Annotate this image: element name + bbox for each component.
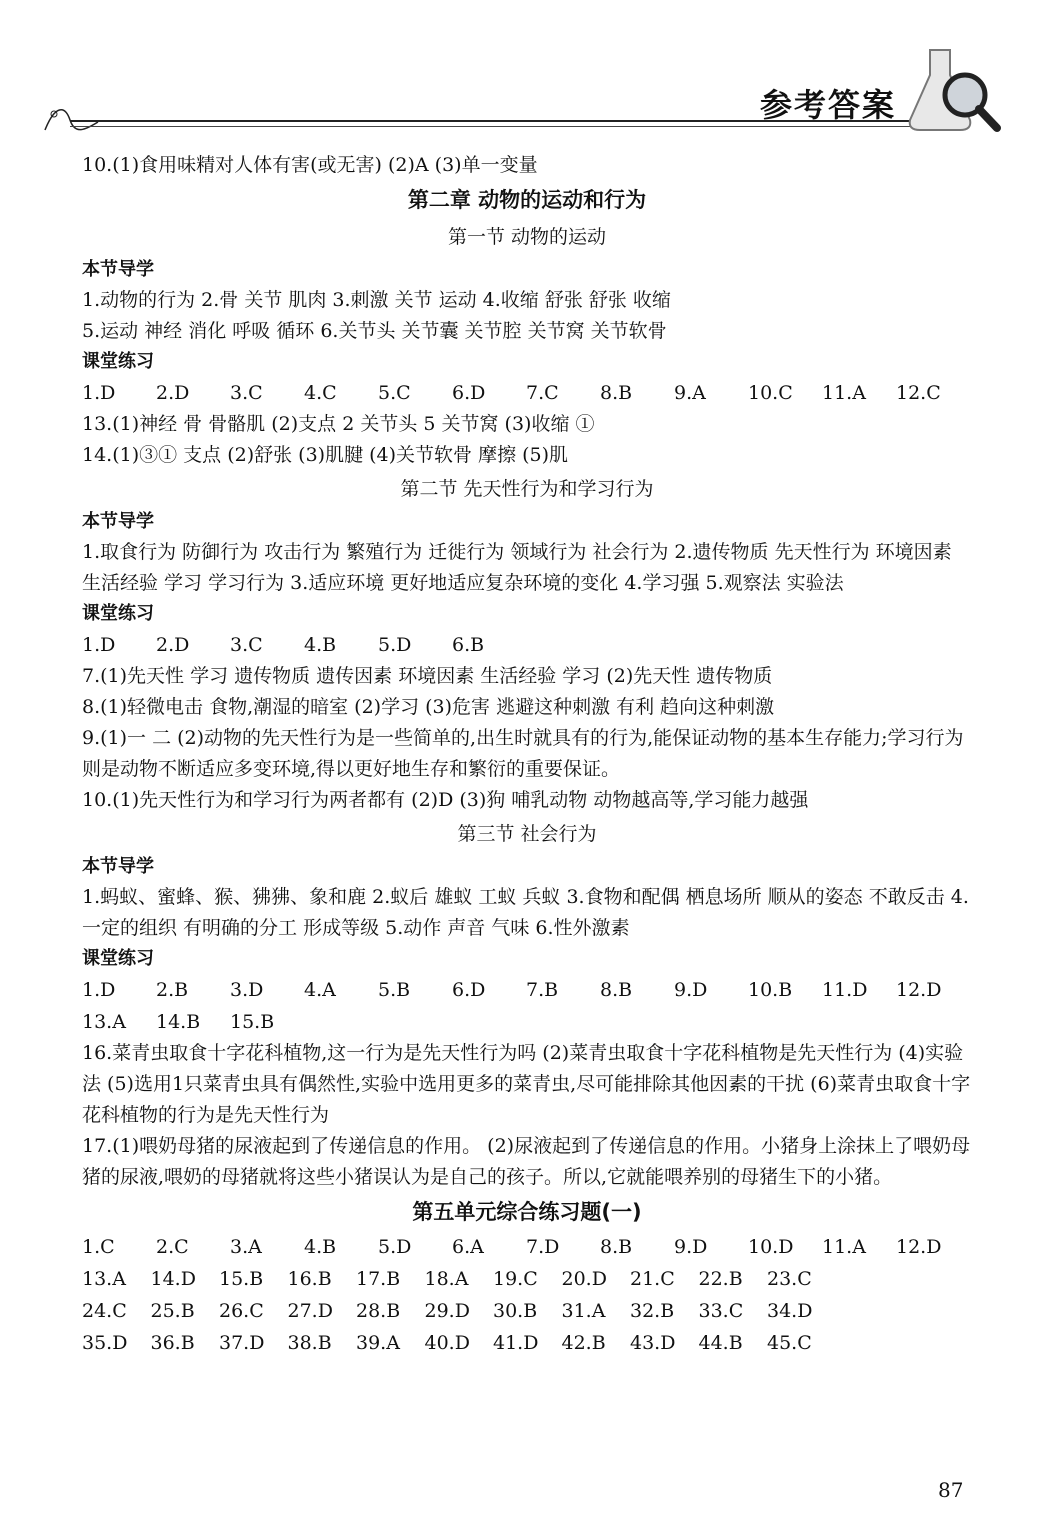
- mc-answer: 11.D: [822, 979, 868, 1001]
- mc-answer: 31.A: [561, 1300, 606, 1322]
- mc-answer: 9.A: [674, 382, 706, 404]
- mc-answer: 12.C: [896, 382, 941, 404]
- subheading-guide: 本节导学: [82, 259, 154, 280]
- answer-paragraph: 1.取食行为 防御行为 攻击行为 繁殖行为 迁徙行为 领域行为 社会行为 2.遗传物质 先天性行为 环境因素 生活经验 学习 学习行为 3.适应环境 更好地适应复杂环境的变化 4.学习强 5.观察法 实验法: [82, 541, 952, 594]
- mc-answer: 42.B: [561, 1332, 606, 1354]
- mc-answer: 2.B: [156, 979, 189, 1001]
- mc-answer: 22.B: [698, 1268, 743, 1290]
- answer-line: 10.(1)食用味精对人体有害(或无害) (2)A (3)单一变量: [82, 154, 538, 176]
- mc-answer: 10.D: [748, 1236, 794, 1258]
- mc-answer: 10.B: [748, 979, 793, 1001]
- mc-answer: 26.C: [219, 1300, 264, 1322]
- page-number: 87: [938, 1478, 964, 1502]
- mc-answer: 7.D: [526, 1236, 560, 1258]
- answer-line: 1.动物的行为 2.骨 关节 肌肉 3.刺激 关节 运动 4.收缩 舒张 舒张 收缩: [82, 289, 671, 311]
- mc-answer: 14.B: [156, 1011, 201, 1033]
- mc-answer: 5.D: [378, 634, 412, 656]
- mc-answer: 1.C: [82, 1236, 115, 1258]
- answer-line: 13.(1)神经 骨 骨骼肌 (2)支点 2 关节头 5 关节窝 (3)收缩 ①: [82, 413, 595, 435]
- answer-content: [82, 150, 972, 1359]
- mc-answer-row: [82, 1295, 972, 1327]
- mc-answer: 23.C: [767, 1268, 812, 1290]
- mc-answer: 28.B: [356, 1300, 401, 1322]
- page-title: 参考答案: [760, 86, 897, 124]
- section-heading: 第一节 动物的运动: [447, 226, 607, 248]
- mc-answer: 13.A: [82, 1268, 126, 1290]
- mc-answer: 43.D: [630, 1332, 676, 1354]
- mc-answer: 29.D: [424, 1300, 470, 1322]
- mc-answer: 6.B: [452, 634, 485, 656]
- mc-answer: 6.A: [452, 1236, 484, 1258]
- mc-answer: 17.B: [356, 1268, 401, 1290]
- mc-answer: 36.B: [150, 1332, 195, 1354]
- mc-answer: 37.D: [219, 1332, 265, 1354]
- mc-answer: 27.D: [287, 1300, 333, 1322]
- mc-answer: 4.A: [304, 979, 336, 1001]
- mc-answer-row: [82, 629, 972, 661]
- mc-answer-row: [82, 1231, 972, 1263]
- mc-answer: 1.D: [82, 634, 116, 656]
- mc-answer: 13.A: [82, 1011, 126, 1033]
- mc-answer: 24.C: [82, 1300, 127, 1322]
- mc-answer: 44.B: [698, 1332, 743, 1354]
- header-rule-thin: [70, 126, 920, 127]
- mc-answer: 1.D: [82, 979, 116, 1001]
- mc-answer: 2.C: [156, 1236, 189, 1258]
- mc-answer: 34.D: [767, 1300, 813, 1322]
- subheading-practice: 课堂练习: [82, 351, 154, 372]
- page-header: [0, 0, 1050, 140]
- mc-answer-row: [82, 1327, 972, 1359]
- mc-answer: 2.D: [156, 634, 190, 656]
- mc-answer: 19.C: [493, 1268, 538, 1290]
- answer-line: 7.(1)先天性 学习 遗传物质 遗传因素 环境因素 生活经验 学习 (2)先天性 遗传物质: [82, 665, 773, 687]
- mc-answer: 8.B: [600, 979, 633, 1001]
- mc-answer-row: [82, 1263, 972, 1295]
- mc-answer: 18.A: [424, 1268, 469, 1290]
- answer-paragraph: 9.(1)一 二 (2)动物的先天性行为是一些简单的,出生时就具有的行为,能保证动物的基本生存能力;学习行为则是动物不断适应多变环境,得以更好地生存和繁衍的重要保证。: [82, 727, 964, 780]
- mc-answer: 45.C: [767, 1332, 812, 1354]
- section-heading: 第二节 先天性行为和学习行为: [400, 478, 654, 500]
- mc-answer: 6.D: [452, 382, 486, 404]
- mc-answer: 32.B: [630, 1300, 675, 1322]
- mc-answer: 3.C: [230, 634, 263, 656]
- answer-line: 10.(1)先天性行为和学习行为两者都有 (2)D (3)狗 哺乳动物 动物越高等,学习能力越强: [82, 789, 809, 811]
- answer-line: 14.(1)③① 支点 (2)舒张 (3)肌腱 (4)关节软骨 摩擦 (5)肌: [82, 444, 569, 466]
- mc-answer: 15.B: [230, 1011, 275, 1033]
- mc-answer-row: [82, 377, 972, 409]
- mc-answer: 11.A: [822, 382, 866, 404]
- subheading-guide: 本节导学: [82, 511, 154, 532]
- mc-answer: 41.D: [493, 1332, 539, 1354]
- subheading-practice: 课堂练习: [82, 948, 154, 969]
- mc-answer: 6.D: [452, 979, 486, 1001]
- mc-answer-row: [82, 1006, 972, 1038]
- mc-answer: 3.D: [230, 979, 264, 1001]
- mc-answer: 38.B: [287, 1332, 332, 1354]
- mc-answer: 9.D: [674, 979, 708, 1001]
- mc-answer: 2.D: [156, 382, 190, 404]
- mc-answer: 4.B: [304, 634, 337, 656]
- mc-answer: 12.D: [896, 979, 942, 1001]
- mc-answer: 21.C: [630, 1268, 675, 1290]
- mc-answer: 8.B: [600, 1236, 633, 1258]
- mc-answer: 3.A: [230, 1236, 262, 1258]
- answer-paragraph: 16.菜青虫取食十字花科植物,这一行为是先天性行为吗 (2)菜青虫取食十字花科植物是先天性行为 (4)实验法 (5)选用1只菜青虫具有偶然性,实验中选用更多的菜青虫,尽可能排除其他因素的干扰 (6)菜青虫取食十字花科植物的行为是先天性行为: [82, 1042, 971, 1126]
- mc-answer: 11.A: [822, 1236, 866, 1258]
- mc-answer: 3.C: [230, 382, 263, 404]
- unit-heading: 第五单元综合练习题(一): [412, 1200, 642, 1224]
- mc-answer: 33.C: [698, 1300, 744, 1322]
- mc-answer-row: [82, 974, 972, 1006]
- answer-line: 8.(1)轻微电击 食物,潮湿的暗室 (2)学习 (3)危害 逃避这种刺激 有利 趋向这种刺激: [82, 696, 775, 718]
- mc-answer: 5.C: [378, 382, 411, 404]
- mc-answer: 12.D: [896, 1236, 942, 1258]
- answer-paragraph: 17.(1)喂奶母猪的尿液起到了传递信息的作用。 (2)尿液起到了传递信息的作用。小猪身上涂抹上了喂奶母猪的尿液,喂奶的母猪就将这些小猪误认为是自己的孩子。所以,它就能喂养别的母猪生下的小猪。: [82, 1135, 971, 1188]
- mc-answer: 16.B: [287, 1268, 332, 1290]
- subheading-guide: 本节导学: [82, 856, 154, 877]
- answer-line: 5.运动 神经 消化 呼吸 循环 6.关节头 关节囊 关节腔 关节窝 关节软骨: [82, 320, 667, 342]
- mc-answer: 14.D: [150, 1268, 196, 1290]
- mc-answer: 35.D: [82, 1332, 128, 1354]
- mc-answer: 8.B: [600, 382, 633, 404]
- mc-answer: 30.B: [493, 1300, 538, 1322]
- mc-answer: 5.B: [378, 979, 411, 1001]
- mc-answer: 1.D: [82, 382, 116, 404]
- mc-answer: 9.D: [674, 1236, 708, 1258]
- chapter-heading: 第二章 动物的运动和行为: [407, 188, 647, 212]
- mc-answer: 39.A: [356, 1332, 400, 1354]
- mc-answer: 7.B: [526, 979, 559, 1001]
- mc-answer: 15.B: [219, 1268, 264, 1290]
- flask-magnifier-icon: [905, 40, 1005, 140]
- mc-answer: 40.D: [424, 1332, 470, 1354]
- mc-answer: 5.D: [378, 1236, 412, 1258]
- answer-paragraph: 1.蚂蚁、蜜蜂、猴、狒狒、象和鹿 2.蚁后 雄蚁 工蚁 兵蚁 3.食物和配偶 栖息场所 顺从的姿态 不敢反击 4.一定的组织 有明确的分工 形成等级 5.动作 声音 气味 6.性外激素: [82, 886, 969, 939]
- subheading-practice: 课堂练习: [82, 603, 154, 624]
- mc-answer: 10.C: [748, 382, 793, 404]
- mc-answer: 25.B: [150, 1300, 195, 1322]
- mc-answer: 20.D: [561, 1268, 607, 1290]
- mc-answer: 4.C: [304, 382, 337, 404]
- mc-answer: 7.C: [526, 382, 559, 404]
- section-heading: 第三节 社会行为: [457, 823, 597, 845]
- mc-answer: 4.B: [304, 1236, 337, 1258]
